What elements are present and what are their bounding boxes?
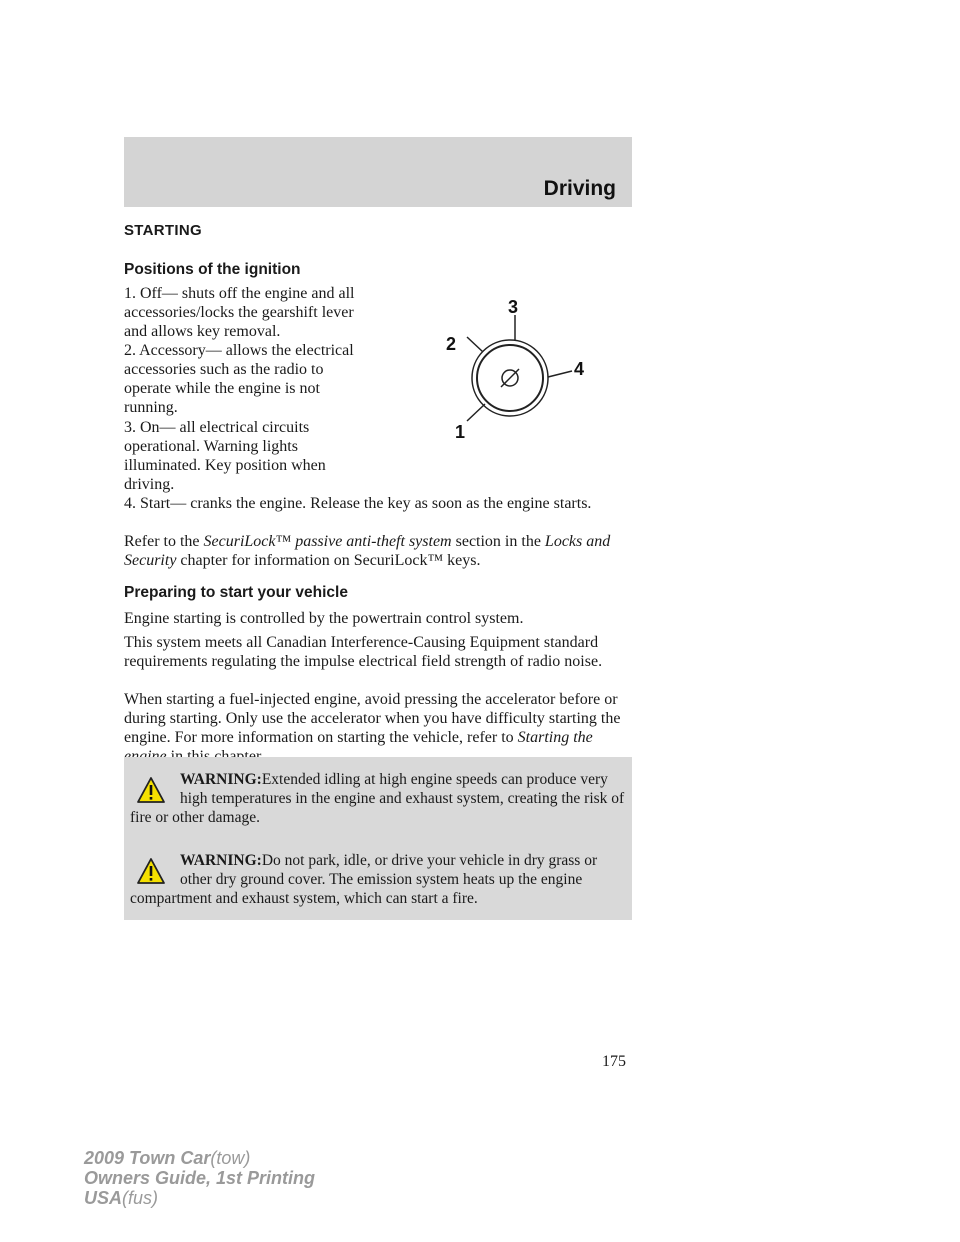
section-title: STARTING: [124, 222, 202, 239]
warning-text-idling: WARNING:Extended idling at high engine speeds can produce very high temperatures in the engine and exhaust system, creating the risk of fire or other damage.: [130, 771, 625, 826]
ignition-item-accessory: 2. Accessory— allows the electrical accessories such as the radio to operate while the engine is not running.: [124, 342, 354, 416]
position-1-line: [467, 404, 485, 421]
position-label-2: 2: [446, 334, 457, 354]
warning-triangle-icon: [136, 776, 166, 804]
position-label-1: 1: [455, 422, 466, 442]
position-label-3: 3: [508, 297, 519, 317]
key-slot-icon: [501, 369, 519, 387]
document-footer: 2009 Town Car(tow) Owners Guide, 1st Printing USA(fus): [84, 1148, 316, 1208]
locks-security-reference: Locks and Security: [124, 533, 611, 569]
ignition-heading: Positions of the ignition: [124, 261, 301, 278]
ignition-item-off: 1. Off— shuts off the engine and all accessories/locks the gearshift lever and allows key removal.: [124, 285, 355, 340]
warning-text-dry-grass: WARNING:Do not park, idle, or drive your vehicle in dry grass or other dry ground cover. The emission system heats up the engine compartment and exhaust system, which can start a fire.: [130, 852, 598, 907]
page-number: 175: [602, 1053, 626, 1070]
position-4-line: [548, 371, 572, 377]
ignition-item-on: 3. On— all electrical circuits operational. Warning lights illuminated. Key position when driving.: [124, 419, 326, 493]
warning-triangle-icon: [136, 857, 166, 885]
position-label-4: 4: [574, 359, 585, 379]
warning-label: WARNING:: [180, 852, 262, 869]
preparing-paragraph-3: When starting a fuel-injected engine, avoid pressing the accelerator before or during starting. Only use the accelerator when you have difficulty starting the engine. For more information on starting the vehicle, refer to Starting the: [124, 690, 632, 766]
securilock-reference: SecuriLock™ passive anti-theft system: [203, 533, 452, 550]
starting-engine-reference: Starting the: [517, 729, 593, 746]
warning-label: WARNING:: [180, 771, 262, 788]
chapter-header-band: [124, 137, 632, 207]
ignition-positions-diagram: [400, 285, 610, 455]
preparing-paragraph-2: This system meets all Canadian Interference-Causing Equipment standard requirements regulating the impulse electrical field strength of radio noise.: [124, 634, 603, 670]
chapter-title: Driving: [543, 177, 616, 200]
position-2-line: [467, 337, 483, 352]
securilock-paragraph: Refer to the SecuriLock™ passive anti-theft system section in the Locks and Security chapter for information on SecuriLock™ keys.: [124, 533, 611, 569]
ignition-item-start: 4. Start— cranks the engine. Release the key as soon as the engine starts.: [124, 495, 592, 512]
preparing-heading: Preparing to start your vehicle: [124, 584, 348, 601]
warning-box-idling: [124, 757, 632, 839]
preparing-paragraph-1: Engine starting is controlled by the powertrain control system.: [124, 610, 524, 627]
warning-box-dry-grass: [124, 838, 632, 920]
